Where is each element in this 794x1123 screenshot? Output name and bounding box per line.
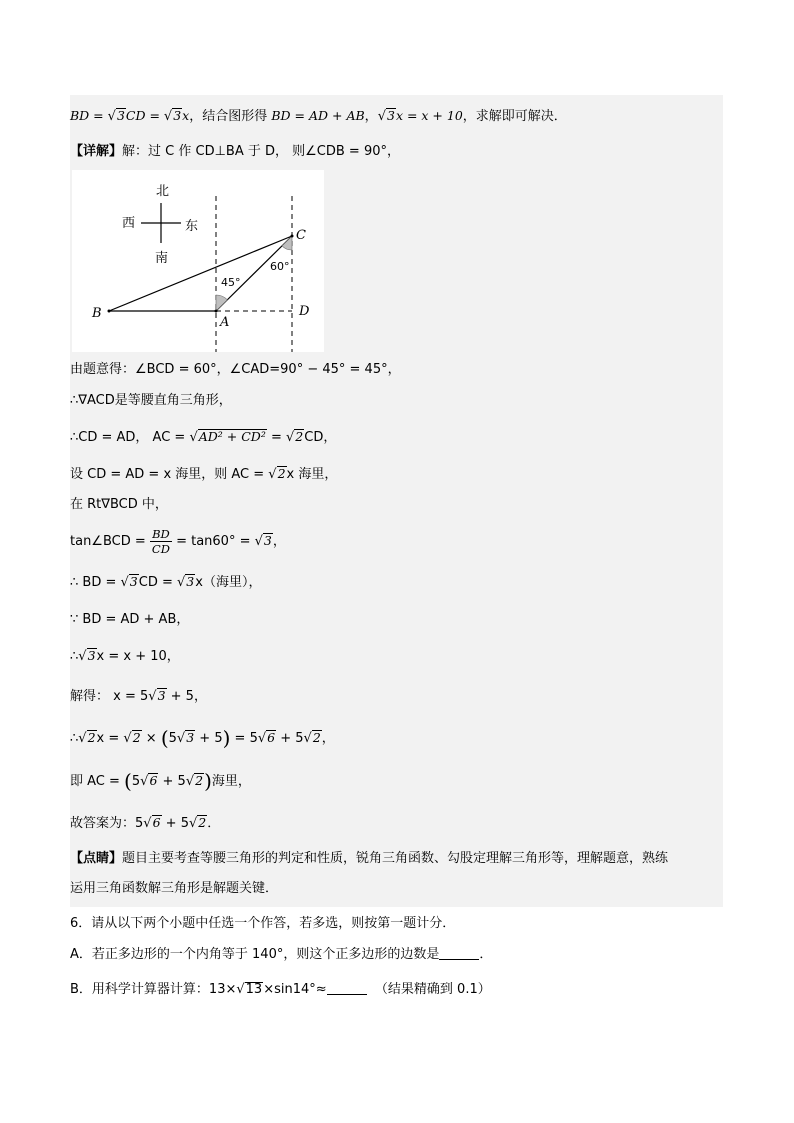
label-c: C	[296, 228, 306, 243]
point-a	[215, 310, 218, 313]
answer-line: 故答案为：5√6 + 5√2．	[70, 815, 221, 831]
geometry-figure	[72, 170, 324, 352]
angle-45-mark	[216, 295, 227, 311]
segment-bc	[109, 236, 292, 311]
comment-tag: 【点睛】	[70, 851, 123, 866]
analysis-line: BD = √3CD = √3x，结合图形得 BD = AD + AB，√3x = x + 10，求解即可解决．	[70, 108, 567, 124]
point-b	[108, 310, 111, 313]
west-label: 西	[122, 216, 136, 231]
point-c	[291, 235, 294, 238]
solution-line: 设 CD = AD = x 海里，则 AC = √2x 海里，	[70, 466, 338, 482]
answer-blank[interactable]	[439, 947, 479, 960]
solution-line: ∴∇ACD是等腰直角三角形，	[70, 393, 232, 408]
solution-line: 在 Rt∇BCD 中，	[70, 497, 168, 512]
comment-line: 运用三角函数解三角形是解题关键．	[70, 881, 279, 896]
question-6a: A．若正多边形的一个内角等于 140°，则这个正多边形的边数是 ．	[70, 947, 493, 962]
fraction: $\frac{BD}{CD}$	[151, 527, 170, 556]
north-label: 北	[156, 184, 170, 199]
answer-blank[interactable]	[327, 982, 367, 995]
angle-60-label: 60°	[270, 260, 290, 273]
solution-line: tan∠BCD = $\frac{BD}{CD}$ = tan60° = √3，	[70, 527, 286, 556]
solution-line: ∵ BD = AD + AB，	[70, 612, 190, 627]
detail-heading-line: 【详解】解：过 C 作 CD⊥BA 于 D， 则∠CDB = 90°，	[70, 144, 400, 159]
label-a: A	[220, 315, 230, 330]
figure-svg	[72, 170, 324, 352]
angle-45-label: 45°	[221, 276, 241, 289]
comment-line: 【点睛】题目主要考查等腰三角形的判定和性质，锐角三角函数、勾股定理解三角形等，理解题意，熟练	[70, 851, 669, 866]
south-label: 南	[155, 251, 169, 266]
question-6: 6．请从以下两个小题中任选一个作答，若多选，则按第一题计分．	[70, 916, 456, 931]
solution-line: 解得： x = 5√3 + 5，	[70, 688, 207, 704]
label-d: D	[299, 304, 310, 319]
solution-line: 由题意得：∠BCD = 60°，∠CAD=90° − 45° = 45°，	[70, 362, 401, 377]
solution-line: ∴√2x = √2 × (5√3 + 5) = 5√6 + 5√2，	[70, 726, 335, 750]
solution-line: ∴CD = AD， AC = √AD² + CD² = √2CD，	[70, 429, 337, 445]
solution-line: ∴ BD = √3CD = √3x（海里），	[70, 574, 262, 590]
solution-line: ∴√3x = x + 10，	[70, 648, 180, 664]
label-b: B	[92, 306, 102, 321]
solution-line: 即 AC = (5√6 + 5√2)海里，	[70, 769, 251, 793]
detail-tag: 【详解】	[70, 144, 123, 159]
east-label: 东	[185, 219, 199, 234]
question-6b: B．用科学计算器计算：13×√13×sin14°≈ （结果精确到 0.1）	[70, 982, 491, 997]
